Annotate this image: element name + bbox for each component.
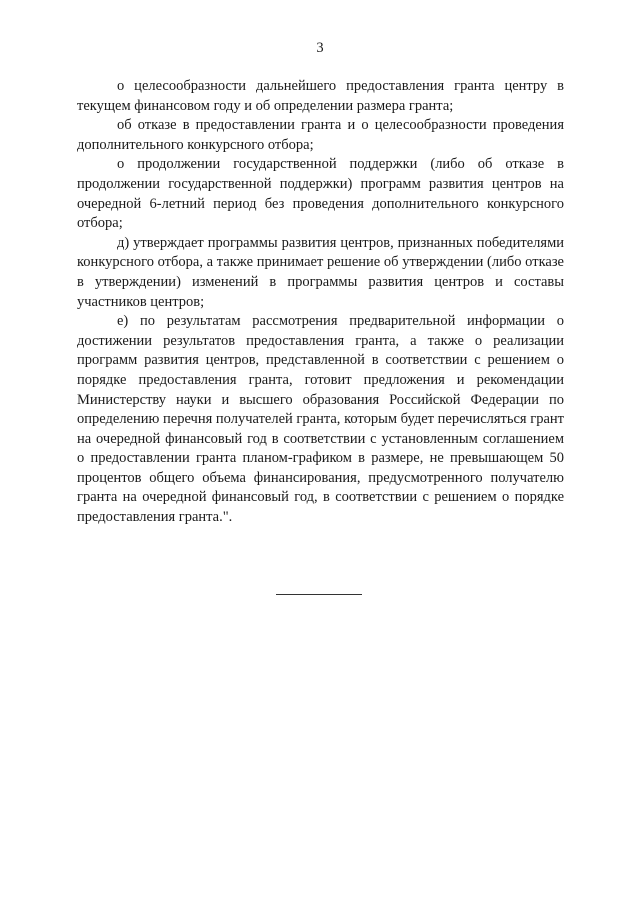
end-of-document-rule bbox=[276, 594, 362, 595]
paragraph-item-e: е) по результатам рассмотрения предварительной информации о достижении результатов предоставления гранта, а также о реализации программ развития центров, представленной в соответствии с решением о порядке предоставления гранта, готовит предложения и рекомендации Министерству науки и высшего образования Российской Федерации по определению перечня получателей гранта, которым будет перечисляться грант на очередной финансовый год в соответствии с установленным соглашением о предоставлении гранта планом-графиком в размере, не превышающем 50 процентов общего объема финансирования, предусмотренного получателю гранта на очередной финансовый год, в соответствии с решением о порядке предоставления гранта.". bbox=[77, 313, 564, 526]
body-text bbox=[77, 77, 564, 528]
page-number: 3 bbox=[316, 40, 324, 56]
paragraph-refusal-grant: об отказе в предоставлении гранта и о целесообразности проведения дополнительного конкурсного отбора; bbox=[77, 117, 564, 153]
paragraph-item-d: д) утверждает программы развития центров, признанных победителями конкурсного отбора, а также принимает решение об утверждении (либо отказе в утверждении) изменений в программы развития центров и составы участников центров; bbox=[77, 234, 564, 310]
paragraph-expediency-grant: о целесообразности дальнейшего предоставления гранта центру в текущем финансовом году и об определении размера гранта; bbox=[77, 78, 564, 114]
paragraph-continuation-support: о продолжении государственной поддержки (либо об отказе в продолжении государственной поддержки) программ развития центров на очередной 6-летний период без проведения дополнительного конкурсного отбора; bbox=[77, 156, 564, 232]
